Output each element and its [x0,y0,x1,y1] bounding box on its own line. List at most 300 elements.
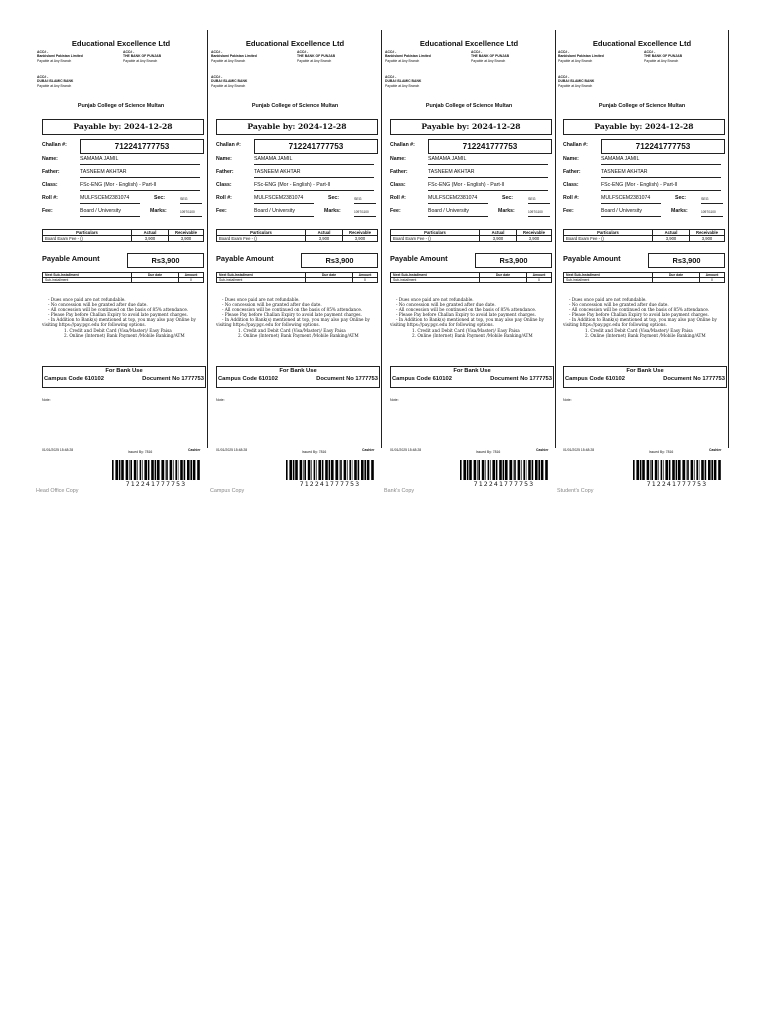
installment-header-name: Next Sub-Installment [564,273,653,278]
bank-name: THE BANK OF PUNJAB [644,54,683,59]
note-line: - Please Pay before Challan Expiry to avoid late payment charges. [569,312,709,318]
roll-value: MULFSCEM2381074 [254,195,314,204]
note-line: - Please Pay before Challan Expiry to avoid late payment charges. [396,312,536,318]
bank-entry [558,50,638,63]
roll-label: Roll #: [563,195,579,201]
bank-name: THE BANK OF PUNJAB [297,54,336,59]
bank-code: ACC# - [385,50,397,54]
barcode-bar [335,460,338,480]
barcode-bar [170,460,173,480]
table-row [217,236,378,242]
copy-type-label: Student's Copy [557,488,594,494]
barcode-bar [300,460,303,480]
cashier-label: Cashier [709,448,722,452]
company-name: Educational Excellence Ltd [592,39,692,48]
barcode-bar [316,460,317,480]
barcode-bar [535,460,538,480]
installment-amount: 0 [700,278,725,283]
installment-header-amount: Amount [527,273,552,278]
barcode-bar [134,460,137,480]
installment-header-amount: Amount [179,273,204,278]
barcode-bar [293,460,295,480]
fee-value: Board / University [428,208,488,217]
barcode-bar [119,460,121,480]
terms-notes [42,297,204,338]
barcode [285,460,375,482]
bank-entry [37,50,117,63]
bank-entry [644,50,724,63]
bank-name: DUBAI ISLAMIC BANK [558,79,595,84]
sec-value: SEG [701,195,723,204]
barcode-bar [718,460,721,480]
sec-value: SEG [180,195,202,204]
sec-label: Sec: [328,195,339,201]
barcode-bar [477,460,478,480]
payable-by: Payable by: 2024-12-28 [42,119,204,135]
note-line: 1. Credit and Debit Card (Visa/Master)/ Easy Paisa [64,327,172,333]
barcode-bar [121,460,124,480]
bank-entry [211,50,291,63]
bank-code: ACC# - [123,50,135,54]
challan-copy [35,30,207,500]
barcode-bar [331,460,334,480]
bank-code: ACC# - [37,50,49,54]
document-number: Document No 1777753 [142,376,204,382]
barcode-number: 712241777753 [646,480,708,488]
name-label: Name: [563,156,579,162]
barcode-bar [523,460,525,480]
father-value: TASNEEM AKHTAR [601,169,721,178]
barcode-bar [304,460,306,480]
barcode-bar [303,460,304,480]
note-line: - All concession will be continued on the basis of 85% attendance. [48,307,189,313]
class-value: FSc-ENG (Mor - English) - Part-II [428,182,548,191]
barcode-bar [129,460,130,480]
barcode-bar [175,460,177,480]
barcode-bar [344,460,347,480]
bank-code: ACC# - [558,50,570,54]
name-value: SAMAMA JAMIL [254,156,374,165]
installment-table [390,272,552,283]
bank-name: DUBAI ISLAMIC BANK [385,79,422,84]
class-value: FSc-ENG (Mor - English) - Part-II [601,182,721,191]
father-label: Father: [216,169,234,175]
barcode-bar [661,460,663,480]
installment-name: Sub-installment [43,278,132,283]
barcode-number: 712241777753 [299,480,361,488]
bank-use-box [42,366,206,388]
issue-datetime: 01/01/2025 15:48:28 [563,448,595,452]
barcode-bar [126,460,129,480]
barcode-bar [180,460,183,480]
fee-particular: Board Exam Fee - () [43,236,132,242]
installment-table [216,272,378,283]
name-value: SAMAMA JAMIL [601,156,721,165]
sec-label: Sec: [675,195,686,201]
installment-due [480,278,527,283]
copy-type-label: Campus Copy [210,488,245,494]
fee-receivable: 3,900 [690,236,725,242]
college-name: Punjab College of Science Multan [77,103,165,109]
bank-entry [558,75,638,88]
note-line: - All concession will be continued on the basis of 85% attendance. [222,307,363,313]
fee-particular: Board Exam Fee - () [391,236,480,242]
document-number: Document No 1777753 [316,376,378,382]
fee-label: Fee: [563,208,574,214]
bank-name: DUBAI ISLAMIC BANK [37,79,74,84]
copy-type-label: Head Office Copy [36,488,79,494]
fee-header-particulars: Particulars [564,230,653,236]
payable-amount-label: Payable Amount [390,254,448,263]
note-label: Note: [42,398,51,402]
barcode-bar [311,460,312,480]
barcode-bar [148,460,150,480]
class-value: FSc-ENG (Mor - English) - Part-II [254,182,374,191]
bank-name: Bankislami Pakistan Limited [211,54,257,59]
barcode-bar [364,460,366,480]
fee-particular: Board Exam Fee - () [217,236,306,242]
bank-name: Bankislami Pakistan Limited [37,54,83,59]
note-line: - No concession will be granted after due date. [396,302,496,308]
copy-separator [728,30,729,448]
roll-value: MULFSCEM2381074 [80,195,140,204]
barcode-bar [155,460,157,480]
bank-code: ACC# - [644,50,656,54]
barcode-bar [184,460,186,480]
bank-note: Payable at Any Branch [385,83,420,88]
challan-number: 712241777753 [80,139,204,154]
campus-code: Campus Code 610102 [44,376,104,382]
note-line: - Please Pay before Challan Expiry to avoid late payment charges. [222,312,362,318]
fee-header-actual: Actual [306,230,343,236]
barcode-bar [474,460,477,480]
note-line: 1. Credit and Debit Card (Visa/Master)/ Easy Paisa [238,327,346,333]
fee-receivable: 3,900 [517,236,552,242]
roll-label: Roll #: [390,195,406,201]
note-line: 2. Online (Internet) Bank Payment /Mobile Banking/ATM [585,332,706,338]
bank-use-title: For Bank Use [105,368,143,374]
challan-number: 712241777753 [601,139,725,154]
barcode-bar [686,460,687,480]
bank-note: Payable at Any Branch [385,58,420,63]
note-line: - Dues once paid are not refundable. [222,297,300,302]
company-name: Educational Excellence Ltd [71,39,171,48]
class-label: Class: [390,182,406,188]
bank-name: THE BANK OF PUNJAB [123,54,162,59]
issued-by: Issued By: 7816 [649,450,674,454]
barcode-bar [545,460,548,480]
note-line: - No concession will be granted after due date. [222,302,322,308]
barcode-bar [308,460,311,480]
barcode-bar [665,460,668,480]
terms-notes [390,297,552,338]
class-label: Class: [563,182,579,188]
barcode-bar [463,460,466,480]
barcode-bar [541,460,544,480]
barcode-bar [318,460,321,480]
company-name: Educational Excellence Ltd [419,39,519,48]
barcode [111,460,201,482]
issued-by: Issued By: 7816 [128,450,153,454]
barcode-bar [528,460,531,480]
barcode-bar [682,460,685,480]
bank-entry [471,50,551,63]
barcode-bar [521,460,522,480]
cashier-label: Cashier [362,448,375,452]
marks-label: Marks: [150,208,167,214]
note-line: 2. Online (Internet) Bank Payment /Mobile Banking/ATM [238,332,359,338]
challan-number: 712241777753 [428,139,552,154]
father-label: Father: [390,169,408,175]
barcode-bar [115,460,118,480]
fee-actual: 3,900 [480,236,517,242]
challan-copy [209,30,381,500]
fee-receivable: 3,900 [169,236,204,242]
fee-actual: 3,900 [306,236,343,242]
installment-due [653,278,700,283]
roll-value: MULFSCEM2381074 [428,195,488,204]
roll-value: MULFSCEM2381074 [601,195,661,204]
installment-header-due: Due date [132,273,179,278]
installment-name: Sub-installment [391,278,480,283]
payable-by: Payable by: 2024-12-28 [216,119,378,135]
barcode-bar [642,460,645,480]
barcode-bar [371,460,374,480]
barcode-bar [187,460,190,480]
fee-particular: Board Exam Fee - () [564,236,653,242]
terms-notes [216,297,378,338]
barcode-bar [672,460,675,480]
barcode-bar [669,460,671,480]
marks-label: Marks: [324,208,341,214]
barcode-bar [289,460,292,480]
installment-amount: 0 [353,278,378,283]
bank-code: ACC# - [211,75,223,79]
barcode [632,460,722,482]
note-line: - No concession will be granted after due date. [48,302,148,308]
barcode-bar [633,460,635,480]
barcode-bar [112,460,114,480]
bank-use-title: For Bank Use [626,368,664,374]
installment-name: Sub-installment [217,278,306,283]
class-value: FSc-ENG (Mor - English) - Part-II [80,182,200,191]
fee-table [390,229,552,242]
payable-amount-label: Payable Amount [216,254,274,263]
table-row [564,278,725,283]
name-value: SAMAMA JAMIL [80,156,200,165]
note-line: - Dues once paid are not refundable. [48,297,126,302]
barcode-bar [295,460,298,480]
barcode-bar [151,460,154,480]
bank-use-box [390,366,554,388]
barcode-bar [538,460,540,480]
barcode-bar [361,460,364,480]
issue-datetime: 01/01/2025 15:48:28 [390,448,422,452]
barcode-bar [157,460,160,480]
father-label: Father: [563,169,581,175]
installment-header-due: Due date [653,273,700,278]
bank-note: Payable at Any Branch [211,83,246,88]
name-label: Name: [42,156,58,162]
barcode-bar [485,460,486,480]
bank-code: ACC# - [471,50,483,54]
class-label: Class: [216,182,232,188]
barcode-bar [286,460,288,480]
issued-by: Issued By: 7816 [476,450,501,454]
barcode-bar [367,460,370,480]
father-value: TASNEEM AKHTAR [428,169,548,178]
barcode-bar [699,460,700,480]
installment-header-amount: Amount [353,273,378,278]
terms-notes [563,297,725,338]
fee-header-receivable: Receivable [169,230,204,236]
barcode-bar [322,460,324,480]
sec-label: Sec: [154,195,165,201]
father-value: TASNEEM AKHTAR [254,169,374,178]
installment-table [42,272,204,283]
fee-header-receivable: Receivable [690,230,725,236]
barcode-bar [142,460,143,480]
bank-name: Bankislami Pakistan Limited [385,54,431,59]
copy-separator [207,30,208,448]
fee-header-receivable: Receivable [343,230,378,236]
barcode-bar [193,460,196,480]
payable-by: Payable by: 2024-12-28 [563,119,725,135]
barcode-bar [513,460,514,480]
fee-actual: 3,900 [132,236,169,242]
marks-value: 1097/1100 [180,208,202,217]
challan-copy [556,30,728,500]
bank-note: Payable at Any Branch [471,58,506,63]
college-name: Punjab College of Science Multan [598,103,686,109]
sec-value: SEG [354,195,376,204]
barcode-bar [166,460,168,480]
barcode-bar [708,460,711,480]
barcode-bar [352,460,353,480]
barcode-bar [354,460,357,480]
bank-entry [297,50,377,63]
barcode-bar [340,460,342,480]
roll-label: Roll #: [216,195,232,201]
barcode-bar [467,460,469,480]
fee-label: Fee: [216,208,227,214]
fee-table [216,229,378,242]
installment-due [132,278,179,283]
payable-amount-value: Rs3,900 [127,253,204,268]
document-number: Document No 1777753 [663,376,725,382]
bank-use-box [216,366,380,388]
installment-amount: 0 [527,278,552,283]
name-label: Name: [390,156,406,162]
fee-value: Board / University [80,208,140,217]
issue-datetime: 01/01/2025 15:48:28 [42,448,74,452]
bank-code: ACC# - [297,50,309,54]
barcode-bar [687,460,689,480]
challan-copy [383,30,555,500]
bank-entry [385,50,465,63]
barcode-bar [676,460,678,480]
fee-value: Board / University [601,208,661,217]
roll-label: Roll #: [42,195,58,201]
payable-amount-label: Payable Amount [42,254,100,263]
note-line: - All concession will be continued on the basis of 85% attendance. [569,307,710,313]
note-line: 2. Online (Internet) Bank Payment /Mobile Banking/ATM [412,332,533,338]
copy-separator [381,30,382,448]
barcode-bar [711,460,713,480]
barcode-bar [349,460,351,480]
table-row [43,236,204,242]
note-line: - All concession will be continued on the basis of 85% attendance. [396,307,537,313]
installment-header-due: Due date [306,273,353,278]
fee-label: Fee: [390,208,401,214]
note-line: - In Addition to Bank(s) mentioned at top, you may also pay Online by visiting https://pay.pgc.edu for following options. [216,317,370,328]
fee-value: Board / University [254,208,314,217]
installment-name: Sub-installment [564,278,653,283]
barcode-bar [532,460,534,480]
barcode-bar [190,460,192,480]
note-label: Note: [563,398,572,402]
barcode-bar [325,460,328,480]
marks-value: 1097/1100 [701,208,723,217]
fee-header-particulars: Particulars [217,230,306,236]
barcode-bar [678,460,681,480]
college-name: Punjab College of Science Multan [425,103,513,109]
issue-datetime: 01/01/2025 15:48:28 [216,448,248,452]
barcode-bar [178,460,179,480]
challan-label: Challan #: [42,142,67,148]
barcode-bar [347,460,348,480]
table-row [564,236,725,242]
table-row [217,278,378,283]
barcode-bar [705,460,707,480]
note-line: - In Addition to Bank(s) mentioned at top, you may also pay Online by visiting https://pay.pgc.edu for following options. [563,317,717,328]
barcode-bar [691,460,694,480]
barcode-bar [655,460,658,480]
fee-header-particulars: Particulars [43,230,132,236]
payable-amount-label: Payable Amount [563,254,621,263]
payable-amount-value: Rs3,900 [648,253,725,268]
barcode-bar [514,460,516,480]
bank-name: Bankislami Pakistan Limited [558,54,604,59]
barcode-bar [496,460,498,480]
note-line: - No concession will be granted after due date. [569,302,669,308]
note-line: - Dues once paid are not refundable. [396,297,474,302]
copy-type-label: Bank's Copy [384,488,415,494]
barcode-bar [636,460,639,480]
barcode-bar [173,460,174,480]
challan-label: Challan #: [216,142,241,148]
barcode-bar [358,460,360,480]
installment-header-amount: Amount [700,273,725,278]
sec-label: Sec: [502,195,513,201]
fee-header-actual: Actual [480,230,517,236]
barcode-bar [503,460,505,480]
bank-code: ACC# - [37,75,49,79]
fee-header-actual: Actual [653,230,690,236]
barcode-bar [492,460,495,480]
barcode-bar [650,460,651,480]
challan-copies [35,30,730,500]
name-label: Name: [216,156,232,162]
fee-label: Fee: [42,208,53,214]
bank-entry [385,75,465,88]
barcode-bar [488,460,490,480]
note-label: Note: [390,398,399,402]
installment-header-due: Due date [480,273,527,278]
note-line: - Dues once paid are not refundable. [569,297,647,302]
fee-header-particulars: Particulars [391,230,480,236]
father-value: TASNEEM AKHTAR [80,169,200,178]
